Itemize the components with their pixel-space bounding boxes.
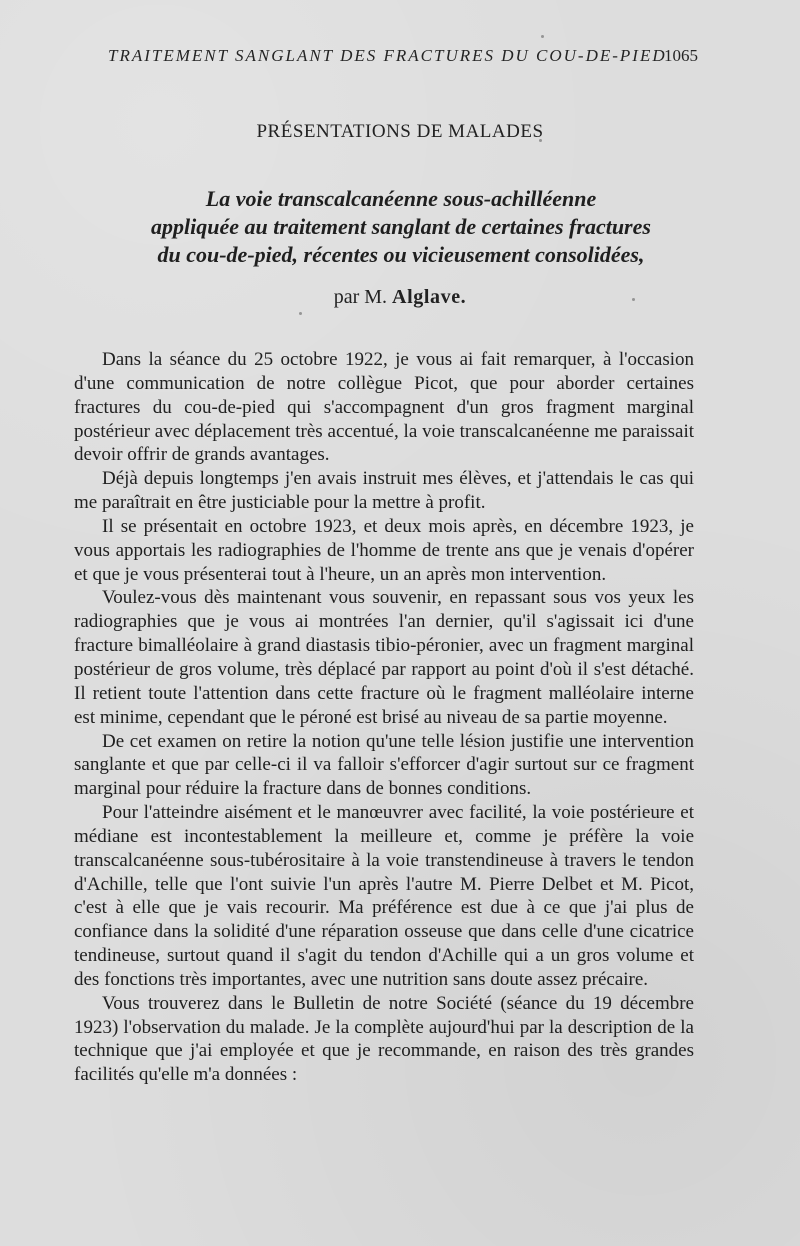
- running-head: TRAITEMENT SANGLANT DES FRACTURES DU COU-DE-PIED: [108, 46, 667, 65]
- page-number: 1065: [664, 46, 698, 65]
- paragraph-6: Pour l'atteindre aisément et le manœuvrer avec facilité, la voie postérieure et médiane est incontestablement la meilleure et, comme je préfère la voie transcalcanéenne sous-tubérositaire à la voie transtendineuse à travers le tendon d'Achille, telle que l'ont suivie l'un après l'autre M. Pierre Delbet et M. Picot, c'est à elle que je vais recourir. Ma préférence est due à ce que j'ai plus de confiance dans la solidité d'une réparation osseuse que dans celle d'une cicatrice tendineuse, surtout quand il s'agit du tendon d'Achille qui a un gros volume et des fonctions très importantes, avec une nutrition sans doute assez précaire.: [74, 802, 694, 990]
- section-title: PRÉSENTATIONS DE MALADES: [256, 121, 544, 142]
- paragraph-5: De cet examen on retire la notion qu'une telle lésion justifie une intervention sanglante et que par celle-ci il va falloir s'efforcer d'agir surtout sur ce fragment marginal pour réduire la fracture dans de bonnes conditions.: [74, 730, 694, 800]
- author-prefix: par M.: [333, 286, 388, 308]
- author-line: [0, 286, 800, 309]
- author-name: Alglave.: [392, 286, 467, 308]
- paragraph-1: Dans la séance du 25 octobre 1922, je vous ai fait remarquer, à l'occasion d'une communication de notre collègue Picot, que pour aborder certaines fractures du cou-de-pied qui s'accompagnent d'un gros fragment marginal postérieur avec déplacement très accentué, la voie transcalcanéenne me paraissait devoir offrir de grands avantages.: [74, 349, 694, 466]
- paragraph-2: Déjà depuis longtemps j'en avais instruit mes élèves, et j'attendais le cas qui me paraîtrait en être justiciable pour la mettre à profit.: [74, 468, 694, 514]
- body-text: [74, 348, 694, 1087]
- paragraph-4: Voulez-vous dès maintenant vous souvenir, en repassant sous vos yeux les radiographies que je vous ai montrées l'an dernier, qu'il s'agissait ici d'une fracture bimalléolaire à grand diastasis tibio-péronier, avec un fragment marginal postérieur de gros volume, très déplacé par rapport au point d'où il s'est détaché. Il retient toute l'attention dans cette fracture où le fragment malléolaire interne est minime, cependant que le péroné est brisé au niveau de sa partie moyenne.: [74, 587, 694, 728]
- article-title-line-2: appliquée au traitement sanglant de certaines fractures: [151, 214, 651, 239]
- article-title-line-3: du cou-de-pied, récentes ou vicieusement consolidées,: [157, 242, 645, 267]
- paper-speck: [541, 35, 544, 38]
- paper-speck: [299, 312, 302, 315]
- article-title: [74, 185, 728, 269]
- paragraph-3: Il se présentait en octobre 1923, et deux mois après, en décembre 1923, je vous apportais les radiographies de l'homme de trente ans que je venais d'opérer et que je vous présenterai tout à l'heure, un an après mon intervention.: [74, 515, 694, 585]
- paragraph-7: Vous trouverez dans le Bulletin de notre Société (séance du 19 décembre 1923) l'observation du malade. Je la complète aujourd'hui par la description de la technique que j'ai employée et que je recommande, en raison des très grandes facilités qu'elle m'a données :: [74, 992, 694, 1086]
- article-title-line-1: La voie transcalcanéenne sous-achilléenne: [205, 186, 597, 211]
